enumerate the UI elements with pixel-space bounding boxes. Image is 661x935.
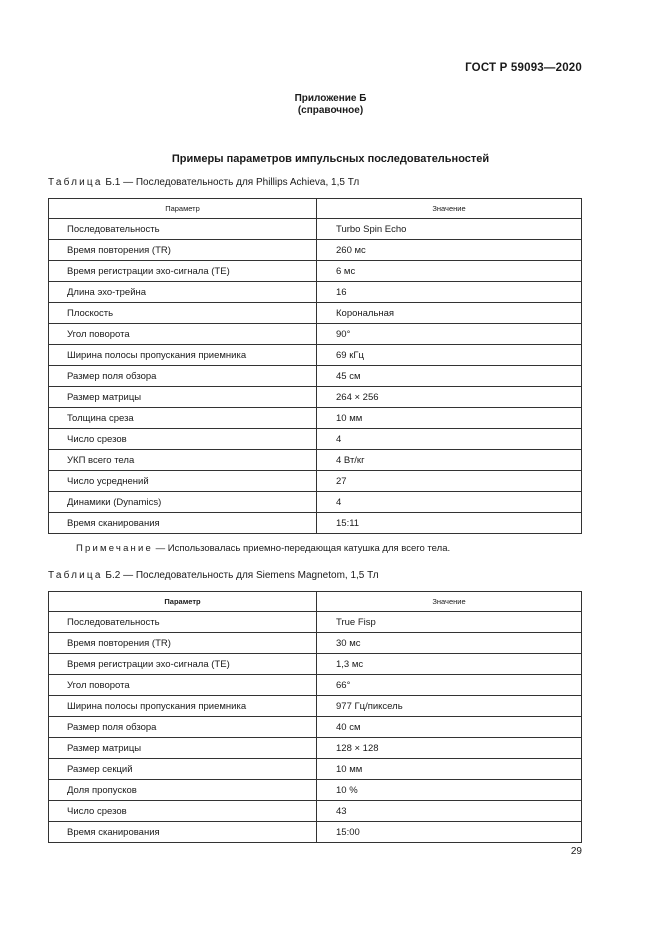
value-cell: Turbo Spin Echo bbox=[317, 219, 582, 240]
table-row bbox=[49, 387, 582, 408]
parameter-cell: Доля пропусков bbox=[49, 780, 317, 801]
value-cell: 4 bbox=[317, 492, 582, 513]
table-row bbox=[49, 261, 582, 282]
parameter-cell: Размер секций bbox=[49, 759, 317, 780]
parameter-cell: Размер матрицы bbox=[49, 387, 317, 408]
value-cell: 4 Вт/кг bbox=[317, 450, 582, 471]
value-cell: 6 мс bbox=[317, 261, 582, 282]
value-cell: 16 bbox=[317, 282, 582, 303]
section-title: Примеры параметров импульсных последовательностей bbox=[171, 153, 490, 165]
table1-caption-text: Б.1 — Последовательность для Phillips Achieva, 1,5 Тл bbox=[102, 177, 360, 188]
table-row bbox=[49, 324, 582, 345]
value-cell: 1,3 мс bbox=[317, 654, 582, 675]
parameter-cell: Время сканирования bbox=[49, 513, 317, 534]
value-cell: 27 bbox=[317, 471, 582, 492]
value-cell: 15:00 bbox=[317, 822, 582, 843]
table2-header-row bbox=[49, 592, 582, 612]
value-cell: 10 мм bbox=[317, 408, 582, 429]
table-row bbox=[49, 282, 582, 303]
table1-header-row bbox=[49, 199, 582, 219]
parameter-cell: Ширина полосы пропускания приемника bbox=[49, 345, 317, 366]
table-row bbox=[49, 513, 582, 534]
parameter-cell: Размер матрицы bbox=[49, 738, 317, 759]
parameter-cell: Число срезов bbox=[49, 429, 317, 450]
parameter-cell: Плоскость bbox=[49, 303, 317, 324]
parameter-cell: Ширина полосы пропускания приемника bbox=[49, 696, 317, 717]
value-cell: 43 bbox=[317, 801, 582, 822]
table-row bbox=[49, 759, 582, 780]
parameter-cell: Число усреднений bbox=[49, 471, 317, 492]
table-row bbox=[49, 633, 582, 654]
table-row bbox=[49, 219, 582, 240]
table1-body bbox=[49, 219, 582, 534]
table-row bbox=[49, 450, 582, 471]
table-row bbox=[49, 654, 582, 675]
table2-caption-word: Таблица bbox=[48, 570, 103, 581]
value-cell: 90° bbox=[317, 324, 582, 345]
table-row bbox=[49, 408, 582, 429]
page-number: 29 bbox=[570, 846, 582, 857]
parameter-cell: Время повторения (TR) bbox=[49, 240, 317, 261]
table2-caption bbox=[48, 570, 379, 581]
table1 bbox=[48, 198, 582, 534]
note-text: — Использовалась приемно-передающая катушка для всего тела. bbox=[153, 543, 451, 554]
table-row bbox=[49, 303, 582, 324]
document-code: ГОСТ Р 59093—2020 bbox=[465, 62, 582, 74]
parameter-cell: Время регистрации эхо-сигнала (TE) bbox=[49, 654, 317, 675]
parameter-cell: Последовательность bbox=[49, 219, 317, 240]
table-row bbox=[49, 675, 582, 696]
table1-note bbox=[76, 543, 450, 554]
annex-heading bbox=[0, 93, 661, 117]
value-cell: 260 мс bbox=[317, 240, 582, 261]
parameter-cell: Толщина среза bbox=[49, 408, 317, 429]
table-row bbox=[49, 492, 582, 513]
parameter-cell: УКП всего тела bbox=[49, 450, 317, 471]
value-cell: 30 мс bbox=[317, 633, 582, 654]
value-cell: 40 см bbox=[317, 717, 582, 738]
value-cell: 15:11 bbox=[317, 513, 582, 534]
table2-col-value: Значение bbox=[317, 592, 582, 612]
value-cell: 69 кГц bbox=[317, 345, 582, 366]
value-cell: True Fisp bbox=[317, 612, 582, 633]
table-row bbox=[49, 801, 582, 822]
table1-caption bbox=[48, 177, 359, 188]
note-label: Примечание bbox=[76, 543, 153, 554]
parameter-cell: Размер поля обзора bbox=[49, 717, 317, 738]
parameter-cell: Время регистрации эхо-сигнала (TE) bbox=[49, 261, 317, 282]
parameter-cell: Размер поля обзора bbox=[49, 366, 317, 387]
value-cell: 4 bbox=[317, 429, 582, 450]
table-row bbox=[49, 471, 582, 492]
table-row bbox=[49, 738, 582, 759]
table2-col-param: Параметр bbox=[49, 592, 317, 612]
table1-col-param: Параметр bbox=[49, 199, 317, 219]
table2-body bbox=[49, 612, 582, 843]
parameter-cell: Время повторения (TR) bbox=[49, 633, 317, 654]
parameter-cell: Время сканирования bbox=[49, 822, 317, 843]
table-row bbox=[49, 780, 582, 801]
table-row bbox=[49, 240, 582, 261]
parameter-cell: Число срезов bbox=[49, 801, 317, 822]
table-row bbox=[49, 822, 582, 843]
table-row bbox=[49, 429, 582, 450]
value-cell: 10 мм bbox=[317, 759, 582, 780]
table1-col-value: Значение bbox=[317, 199, 582, 219]
parameter-cell: Угол поворота bbox=[49, 675, 317, 696]
table2-caption-text: Б.2 — Последовательность для Siemens Magnetom, 1,5 Тл bbox=[102, 570, 379, 581]
annex-subtitle: (справочное) bbox=[297, 105, 364, 116]
table-row bbox=[49, 345, 582, 366]
table2 bbox=[48, 591, 582, 843]
table-row bbox=[49, 717, 582, 738]
value-cell: 66° bbox=[317, 675, 582, 696]
value-cell: Корональная bbox=[317, 303, 582, 324]
value-cell: 10 % bbox=[317, 780, 582, 801]
value-cell: 128 × 128 bbox=[317, 738, 582, 759]
value-cell: 45 см bbox=[317, 366, 582, 387]
value-cell: 264 × 256 bbox=[317, 387, 582, 408]
table-row bbox=[49, 612, 582, 633]
table1-caption-word: Таблица bbox=[48, 177, 103, 188]
annex-title: Приложение Б bbox=[294, 93, 367, 104]
value-cell: 977 Гц/пиксель bbox=[317, 696, 582, 717]
table-row bbox=[49, 696, 582, 717]
parameter-cell: Длина эхо-трейна bbox=[49, 282, 317, 303]
table-row bbox=[49, 366, 582, 387]
parameter-cell: Последовательность bbox=[49, 612, 317, 633]
parameter-cell: Динамики (Dynamics) bbox=[49, 492, 317, 513]
parameter-cell: Угол поворота bbox=[49, 324, 317, 345]
